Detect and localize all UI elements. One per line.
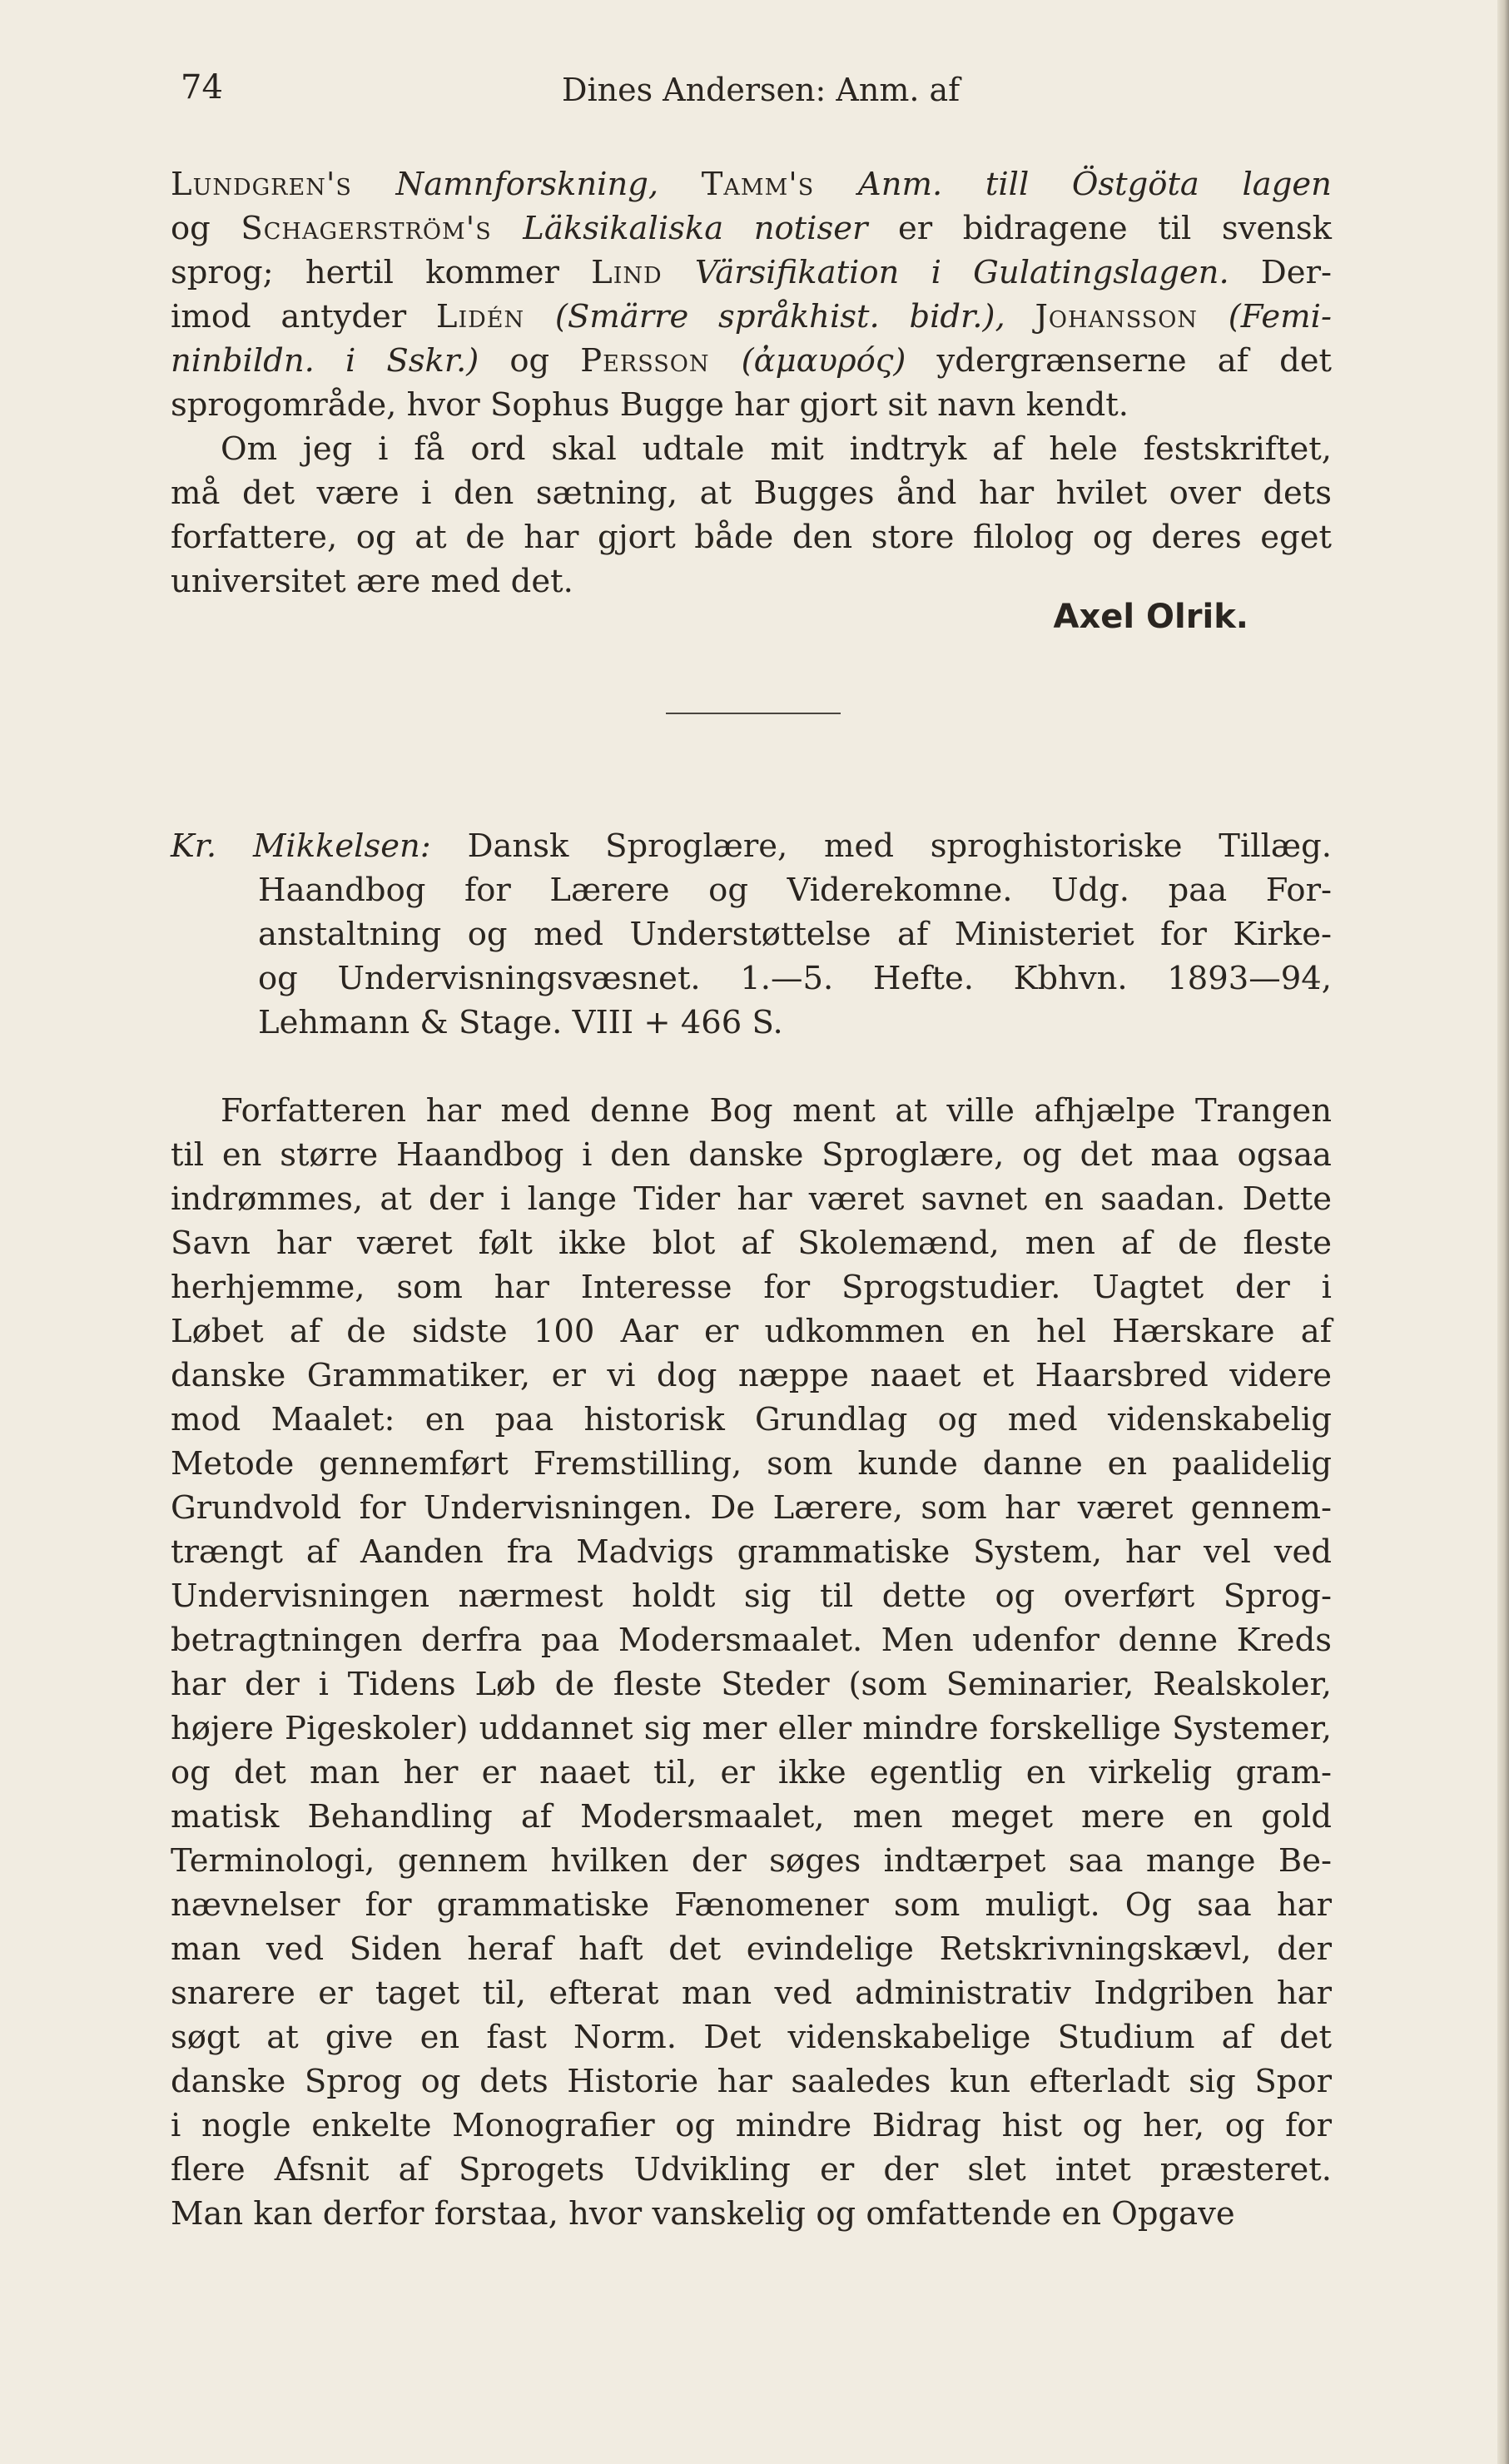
running-head (171, 68, 1336, 118)
bib-line: Lehmann & Stage. VIII + 466 S. (258, 1004, 783, 1041)
text-line: danske Grammatiker, er vi dog næppe naaet et Haarsbred videre (171, 1357, 1332, 1394)
text-line: Om jeg i få ord skal udtale mit indtryk af hele festskriftet, (221, 430, 1332, 468)
text-line: herhjemme, som har Interesse for Sprogstudier. Uagtet der i (171, 1269, 1332, 1306)
text-line: Metode gennemført Fremstilling, som kunde danne en paalidelig (171, 1445, 1332, 1483)
text-line (171, 383, 1332, 427)
text-segment: Namnforskning, (395, 166, 659, 203)
text-line: forfattere, og at de har gjort både den store filolog og deres eget (171, 519, 1332, 556)
bib-line: Haandbog for Lærere og Viderekomne. Udg. paa For- (258, 872, 1332, 909)
top-paragraph (171, 162, 1332, 427)
text-segment: (Femi- (1228, 298, 1332, 335)
text-line: Undervisningen nærmest holdt sig til dette og overført Sprog- (171, 1577, 1332, 1615)
text-segment: Anm. till Östgöta lagen (857, 166, 1332, 203)
text-line: må det være i den sætning, at Bugges ånd har hvilet over dets (171, 474, 1332, 512)
text-segment: Lind (591, 254, 695, 291)
text-line: nævnelser for grammatiske Fænomener som muligt. Og saa har (171, 1886, 1332, 1924)
text-line: snarere er taget til, efterat man ved administrativ Indgriben har (171, 1975, 1332, 2012)
text-line: danske Sprog og dets Historie har saaledes kun efterladt sig Spor (171, 2063, 1332, 2100)
text-line: og det man her er naaet til, er ikke egentlig en virkelig gram- (171, 1754, 1332, 1791)
text-line: i nogle enkelte Monografier og mindre Bidrag hist og her, og for (171, 2107, 1332, 2144)
page-number: 74 (181, 68, 223, 107)
text-line: Savn har været følt ikke blot af Skolemænd, men af de fleste (171, 1225, 1332, 1262)
bib-line (171, 824, 1332, 868)
text-line: højere Pigeskoler) uddannet sig mer eller mindre forskellige Systemer, (171, 1710, 1332, 1747)
text-line (171, 295, 1332, 339)
text-segment: (Smärre språkhist. bidr.), (554, 298, 1005, 335)
review-ending (171, 162, 1333, 636)
bib-line-text: Dansk Sproglære, med sproghistoriske Tillæg. (467, 827, 1332, 865)
text-line (171, 206, 1332, 251)
text-segment: ninbildn. i Sskr.) (171, 342, 479, 380)
text-segment (1005, 298, 1035, 335)
text-line: Terminologi, gennem hvilken der søges indtærpet saa mange Be- (171, 1842, 1332, 1880)
text-segment: Läksikaliska notiser (523, 210, 868, 247)
section-divider (666, 713, 841, 714)
text-line: Grundvold for Undervisningen. De Lærere, som har været gennem- (171, 1489, 1332, 1527)
text-line (171, 251, 1332, 295)
bibliographic-entry (171, 824, 1332, 1045)
text-segment: Värsifikation i Gulatingslagen. (694, 254, 1229, 291)
text-line: til en større Haandbog i den danske Sproglære, og det maa ogsaa (171, 1136, 1332, 1174)
text-segment: sprogområde, hvor Sophus Bugge har gjort sit navn kendt. (171, 386, 1129, 424)
text-line (171, 162, 1332, 206)
text-line: universitet ære med det. (171, 563, 573, 600)
text-segment: og (171, 210, 241, 247)
text-segment: Johansson (1035, 298, 1229, 335)
signature: Axel Olrik. (1053, 598, 1248, 636)
text-segment: Lundgren's (171, 166, 396, 203)
text-line: har der i Tidens Løb de fleste Steder (som Seminarier, Realskoler, (171, 1666, 1332, 1703)
text-segment: Lidén (435, 298, 555, 335)
bib-author: Kr. Mikkelsen: (171, 827, 431, 865)
bib-line: og Undervisningsvæsnet. 1.—5. Hefte. Kbhvn. 1893—94, (258, 960, 1332, 997)
text-segment: sprog; hertil kommer (171, 254, 592, 291)
text-segment: Persson (580, 342, 742, 380)
text-line: søgt at give en fast Norm. Det videnskabelige Studium af det (171, 2019, 1332, 2056)
text-line: betragtningen derfra paa Modersmaalet. Men udenfor denne Kreds (171, 1622, 1332, 1659)
text-segment: og (479, 342, 581, 380)
text-segment: imod antyder (171, 298, 436, 335)
text-line: indrømmes, at der i lange Tider har været savnet en saadan. Dette (171, 1180, 1332, 1218)
text-line: flere Afsnit af Sprogets Udvikling er der slet intet præsteret. (171, 2151, 1332, 2188)
text-line: man ved Siden heraf haft det evindelige Retskrivningskævl, der (171, 1930, 1332, 1968)
main-paragraph (171, 1089, 1332, 2236)
text-segment: er bidragene til svensk (867, 210, 1333, 247)
text-line: Forfatteren har med denne Bog ment at ville afhjælpe Trangen (221, 1092, 1332, 1130)
text-segment: Der- (1229, 254, 1333, 291)
text-line: Man kan derfor forstaa, hvor vanskelig og omfattende en Opgave (171, 2195, 1235, 2233)
text-segment: Schagerström's (241, 210, 524, 247)
text-segment: ydergrænserne af det (906, 342, 1332, 380)
running-title: Dines Andersen: Anm. af (562, 72, 960, 108)
closing-paragraph (171, 427, 1332, 604)
text-line: trængt af Aanden fra Madvigs grammatiske System, har vel ved (171, 1533, 1332, 1571)
text-segment (658, 166, 702, 203)
text-line: mod Maalet: en paa historisk Grundlag og med videnskabelig (171, 1401, 1332, 1438)
bib-line: anstaltning og med Understøttelse af Ministeriet for Kirke- (258, 916, 1332, 953)
text-line (171, 339, 1332, 383)
text-line: matisk Behandling af Modersmaalet, men meget mere en gold (171, 1798, 1332, 1836)
text-segment: (ἀμαυρός) (741, 342, 906, 380)
text-segment: Tamm's (701, 166, 858, 203)
text-line: Løbet af de sidste 100 Aar er udkommen en hel Hærskare af (171, 1313, 1332, 1350)
